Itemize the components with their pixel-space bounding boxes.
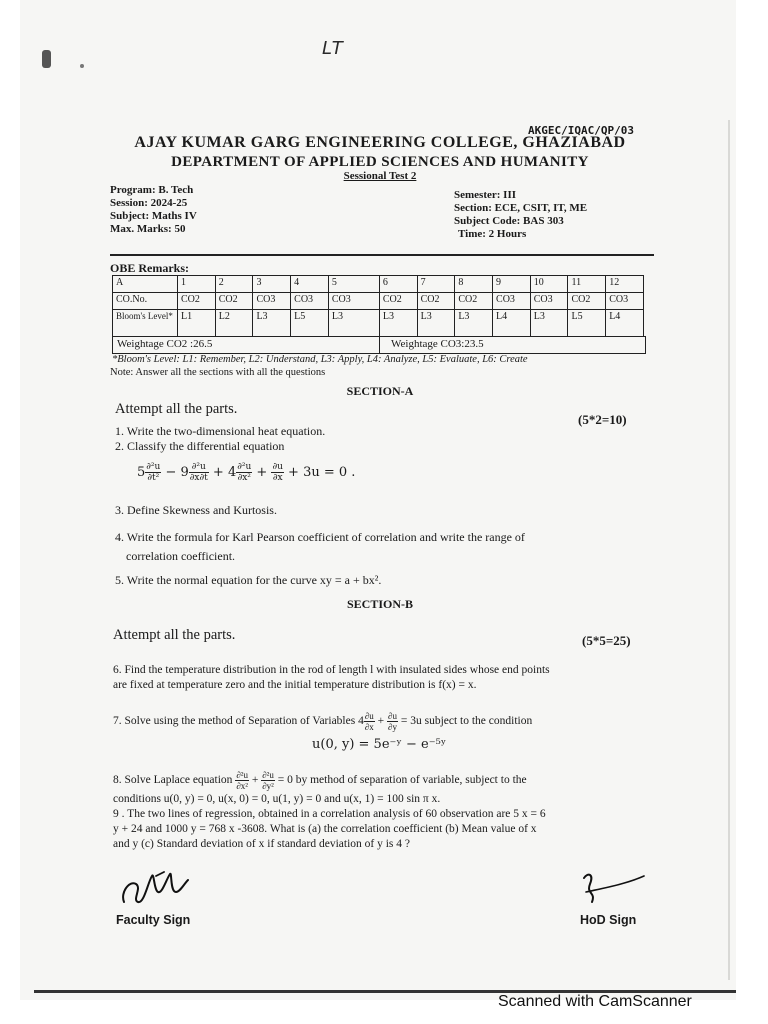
- obe-table: [112, 275, 644, 337]
- section-line: Section: ECE, CSIT, IT, ME: [454, 202, 588, 214]
- table-cell: 3: [253, 276, 291, 293]
- table-cell: A: [113, 276, 178, 293]
- question-5: 5. Write the normal equation for the curve xy = a + bx².: [115, 573, 382, 587]
- section-b-marks: (5*5=25): [582, 633, 631, 648]
- handwritten-mark: LT: [322, 38, 344, 59]
- faculty-signature: [118, 862, 208, 912]
- time-line: Time: 2 Hours: [458, 228, 527, 240]
- semester-line: Semester: III: [454, 189, 517, 201]
- header-rule: [110, 254, 654, 256]
- table-cell: CO3: [530, 293, 568, 310]
- table-cell: CO3: [291, 293, 329, 310]
- table-cell: CO3: [493, 293, 531, 310]
- paper-edge: [736, 0, 768, 1000]
- table-cell: 12: [606, 276, 644, 293]
- table-cell: 6: [379, 276, 417, 293]
- question-9-line-2: y + 24 and 1000 y = 768 x -3608. What is (a) the correlation coefficient (b) Mean value of x: [113, 823, 537, 835]
- faculty-sign-label: Faculty Sign: [116, 913, 191, 927]
- table-cell: CO3: [253, 293, 291, 310]
- question-6: 6. Find the temperature distribution in the rod of length l with insulated sides whose end points: [113, 664, 550, 676]
- table-cell: L3: [417, 310, 455, 337]
- question-7: 7. Solve using the method of Separation of Variables 4 $\frac{\partial u}{\partial x}$ + $\frac{\partial u}{\partial y}$ = 3u subject to the condition: [113, 711, 533, 732]
- table-cell: L3: [253, 310, 291, 337]
- subject-line: Subject: Maths IV: [110, 210, 197, 222]
- question-6-continued: are fixed at temperature zero and the initial temperature distribution is f(x) = x.: [113, 679, 477, 691]
- exam-info-left: [110, 184, 197, 236]
- table-cell: 7: [417, 276, 455, 293]
- obe-bloom-row: [113, 310, 644, 337]
- table-cell: 5: [328, 276, 379, 293]
- hod-signature: [580, 870, 650, 910]
- question-8-continued: conditions u(0, y) = 0, u(x, 0) = 0, u(1, y) = 0 and u(x, 1) = 100 sin π x.: [113, 793, 441, 805]
- table-cell: CO2: [568, 293, 606, 310]
- table-cell: L5: [291, 310, 329, 337]
- college-name: AJAY KUMAR GARG ENGINEERING COLLEGE, GHAZIABAD: [134, 134, 626, 151]
- exam-info-right: [454, 189, 587, 241]
- session-line: Session: 2024-25: [110, 197, 188, 209]
- table-cell: 1: [178, 276, 216, 293]
- document-code: AKGEC/IQAC/QP/03: [528, 124, 634, 137]
- question-9-line-3: and y (c) Standard deviation of x if standard deviation of y is 4 ?: [113, 838, 411, 850]
- table-cell: CO2: [379, 293, 417, 310]
- weightage-row: [112, 336, 646, 354]
- subject-code-line: Subject Code: BAS 303: [454, 215, 564, 227]
- department-name: DEPARTMENT OF APPLIED SCIENCES AND HUMANITY: [171, 154, 589, 170]
- table-cell: L3: [455, 310, 493, 337]
- section-b-title: SECTION-B: [346, 597, 414, 611]
- table-cell: 10: [530, 276, 568, 293]
- table-cell: CO2: [215, 293, 253, 310]
- table-cell: CO3: [606, 293, 644, 310]
- section-a-instruction: Attempt all the parts.: [115, 401, 238, 417]
- question-7-prefix: 7. Solve using the method of Separation of Variables: [113, 715, 356, 728]
- question-4-continued: correlation coefficient.: [126, 549, 236, 563]
- table-cell: 9: [493, 276, 531, 293]
- table-cell: CO3: [328, 293, 379, 310]
- table-cell: L1: [178, 310, 216, 337]
- obe-header-row: [113, 276, 644, 293]
- ink-dot: [80, 64, 84, 68]
- test-name: Sessional Test 2: [343, 170, 417, 182]
- max-marks-line: Max. Marks: 50: [110, 223, 186, 235]
- table-cell: Bloom's Level*: [113, 310, 178, 337]
- weightage-co3: Weightage CO3:23.5: [391, 338, 484, 350]
- hod-sign-label: HoD Sign: [580, 913, 637, 927]
- table-cell: L2: [215, 310, 253, 337]
- table-cell: L5: [568, 310, 606, 337]
- section-a-marks: (5*2=10): [578, 412, 627, 427]
- ink-blot: [42, 50, 51, 68]
- table-cell: L3: [530, 310, 568, 337]
- section-b-instruction: Attempt all the parts.: [113, 627, 236, 643]
- bloom-note: *Bloom's Level: L1: Remember, L2: Understand, L3: Apply, L4: Analyze, L5: Evaluate, L6: Create: [112, 354, 528, 365]
- table-cell: 11: [568, 276, 606, 293]
- table-cell: L3: [328, 310, 379, 337]
- scanner-watermark: Scanned with CamScanner: [498, 993, 692, 1010]
- question-2-equation: 5 $\frac{\text{∂²u}}{\text{∂t²}}$ − 9 $\frac{\text{∂²u}}{\partial x\partial t}$ + 4 $\frac{\text{∂²u}}{\text{∂x²}}$ + $\frac{\partial u}{\partial x}$ + 3u = 0 .: [137, 462, 356, 483]
- table-cell: L4: [493, 310, 531, 337]
- obe-title: OBE Remarks:: [110, 261, 189, 275]
- question-3: 3. Define Skewness and Kurtosis.: [115, 503, 277, 517]
- table-cell: 8: [455, 276, 493, 293]
- answer-note: Note: Answer all the sections with all the questions: [110, 367, 326, 378]
- table-cell: CO2: [417, 293, 455, 310]
- question-7-condition: u(0, y) = 5e⁻ʸ − e⁻⁵ʸ: [312, 737, 447, 752]
- weightage-co2: Weightage CO2 :26.5: [117, 338, 213, 350]
- weightage-divider: [379, 337, 380, 353]
- question-2: 2. Classify the differential equation: [115, 439, 285, 453]
- question-8: 8. Solve Laplace equation $\frac{\text{∂²u}}{\text{∂x²}}$ + $\frac{\text{∂²u}}{\text{∂y²}}$ = 0 by method of separation of variable, subject to the: [113, 770, 527, 791]
- table-cell: L3: [379, 310, 417, 337]
- section-a-title: SECTION-A: [346, 384, 414, 398]
- question-7-suffix: = 3u subject to the condition: [400, 715, 533, 728]
- question-1: 1. Write the two-dimensional heat equation.: [115, 424, 326, 438]
- question-8-prefix: 8. Solve Laplace equation: [113, 774, 233, 787]
- table-cell: CO2: [178, 293, 216, 310]
- table-cell: 2: [215, 276, 253, 293]
- table-cell: L4: [606, 310, 644, 337]
- table-cell: CO2: [455, 293, 493, 310]
- question-4: 4. Write the formula for Karl Pearson coefficient of correlation and write the range of: [115, 530, 525, 544]
- table-cell: CO.No.: [113, 293, 178, 310]
- obe-co-row: [113, 293, 644, 310]
- question-9: 9 . The two lines of regression, obtained in a correlation analysis of 60 observation are 5 x = 6: [113, 808, 546, 820]
- question-8-suffix: = 0 by method of separation of variable, subject to the: [277, 774, 527, 787]
- fold-line: [728, 120, 730, 980]
- program-line: Program: B. Tech: [110, 184, 194, 196]
- table-cell: 4: [291, 276, 329, 293]
